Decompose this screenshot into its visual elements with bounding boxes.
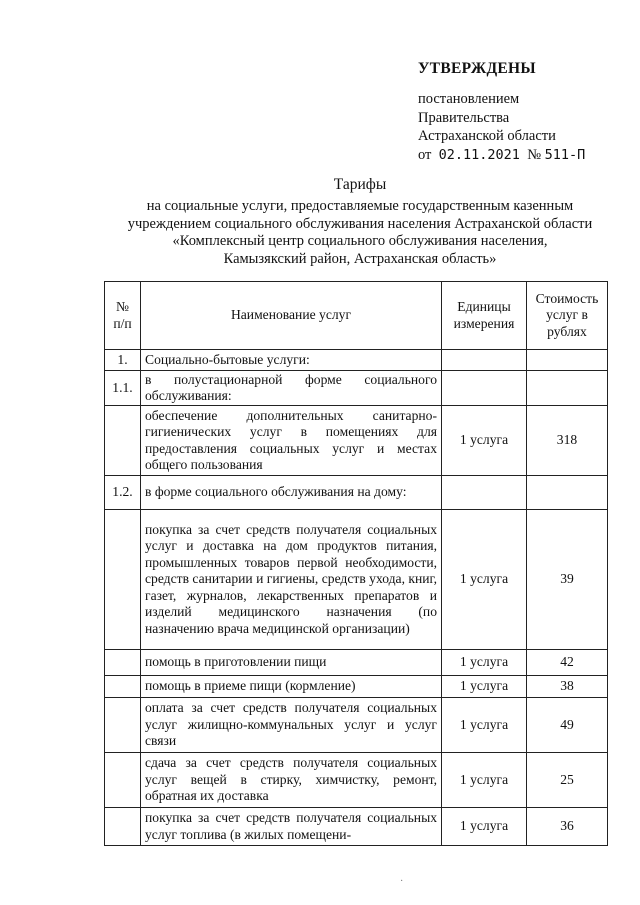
document-subtitle-1: на социальные услуги, предоставляемые государственным казенным bbox=[146, 198, 574, 214]
header-num: № п/п bbox=[105, 282, 141, 350]
document-subtitle-4: Камызякский район, Астраханская область» bbox=[223, 250, 497, 267]
row-name: помощь в приготовлении пищи bbox=[141, 650, 442, 676]
table-header-row bbox=[105, 282, 608, 350]
row-name: сдача за счет средств получателя социальных услуг вещей в стирку, химчистку, ремонт, обратная их доставка bbox=[141, 753, 442, 808]
table-row bbox=[105, 510, 608, 650]
table-row bbox=[105, 371, 608, 406]
row-num: 1.2. bbox=[105, 476, 141, 510]
approval-date: 02.11.2021 bbox=[438, 146, 520, 163]
table-row bbox=[105, 676, 608, 698]
row-num: 1. bbox=[105, 350, 141, 371]
row-num bbox=[105, 808, 141, 846]
row-num bbox=[105, 676, 141, 698]
row-unit: 1 услуга bbox=[442, 676, 527, 698]
scan-speck: · bbox=[400, 876, 404, 887]
approval-date-prefix: от bbox=[418, 146, 432, 163]
row-unit: 1 услуга bbox=[442, 510, 527, 650]
table-row bbox=[105, 406, 608, 476]
row-name: в форме социального обслуживания на дому: bbox=[141, 476, 442, 510]
header-name: Наименование услуг bbox=[141, 282, 442, 350]
row-num: 1.1. bbox=[105, 371, 141, 406]
row-unit: 1 услуга bbox=[442, 650, 527, 676]
row-num bbox=[105, 650, 141, 676]
row-unit bbox=[442, 350, 527, 371]
approval-line-2: Правительства bbox=[418, 109, 510, 126]
approval-number-label: № bbox=[527, 146, 542, 163]
table-row bbox=[105, 808, 608, 846]
row-unit: 1 услуга bbox=[442, 808, 527, 846]
row-price bbox=[527, 350, 608, 371]
document-subtitle-3: «Комплексный центр социального обслуживания населения, bbox=[172, 233, 548, 249]
approval-number: 511-П bbox=[544, 146, 586, 163]
header-unit: Единицы измерения bbox=[442, 282, 527, 350]
row-name: Социально-бытовые услуги: bbox=[141, 350, 442, 371]
document-title-block bbox=[100, 176, 620, 268]
row-unit: 1 услуга bbox=[442, 753, 527, 808]
row-unit bbox=[442, 476, 527, 510]
row-name: обеспечение дополнительных санитарно-гигиенических услуг в помещениях для предоставления социальных услуг и местах общего пользования bbox=[141, 406, 442, 476]
row-num bbox=[105, 698, 141, 753]
row-price: 49 bbox=[527, 698, 608, 753]
table-row bbox=[105, 698, 608, 753]
row-price bbox=[527, 476, 608, 510]
document-title: Тарифы bbox=[333, 176, 387, 193]
row-price: 36 bbox=[527, 808, 608, 846]
row-price: 39 bbox=[527, 510, 608, 650]
approval-line-1: постановлением bbox=[418, 91, 520, 107]
row-name: помощь в приеме пищи (кормление) bbox=[141, 676, 442, 698]
header-price: Стоимость услуг в рублях bbox=[527, 282, 608, 350]
row-price: 42 bbox=[527, 650, 608, 676]
row-num bbox=[105, 510, 141, 650]
row-unit bbox=[442, 371, 527, 406]
table-row bbox=[105, 650, 608, 676]
row-num bbox=[105, 406, 141, 476]
row-price bbox=[527, 371, 608, 406]
tariffs-table bbox=[104, 281, 608, 846]
row-unit: 1 услуга bbox=[442, 406, 527, 476]
row-name: в полустационарной форме социального обслуживания: bbox=[141, 371, 442, 406]
approval-heading: УТВЕРЖДЕНЫ bbox=[418, 60, 536, 77]
approval-date-line bbox=[418, 146, 628, 165]
document-subtitle-2: учреждением социального обслуживания населения Астраханской области bbox=[127, 215, 593, 232]
row-price: 318 bbox=[527, 406, 608, 476]
table-row bbox=[105, 753, 608, 808]
row-name: покупка за счет средств получателя социальных услуг и доставка на дом продуктов питания, промышленных товаров первой необходимости, средств санитарии и гигиены, средств ухода, книг, газет, журналов, лекарственных препаратов и изделий медицинского назначения (по назначению врача медицинской организации) bbox=[141, 510, 442, 650]
row-price: 38 bbox=[527, 676, 608, 698]
row-name: оплата за счет средств получателя социальных услуг жилищно-коммунальных услуг и услуг связи bbox=[141, 698, 442, 753]
row-num bbox=[105, 753, 141, 808]
approval-block bbox=[418, 60, 628, 164]
approval-line-3: Астраханской области bbox=[418, 128, 556, 144]
row-unit: 1 услуга bbox=[442, 698, 527, 753]
table-row bbox=[105, 350, 608, 371]
row-name: покупка за счет средств получателя социальных услуг топлива (в жилых помещени- bbox=[141, 808, 442, 846]
table-row bbox=[105, 476, 608, 510]
row-price: 25 bbox=[527, 753, 608, 808]
